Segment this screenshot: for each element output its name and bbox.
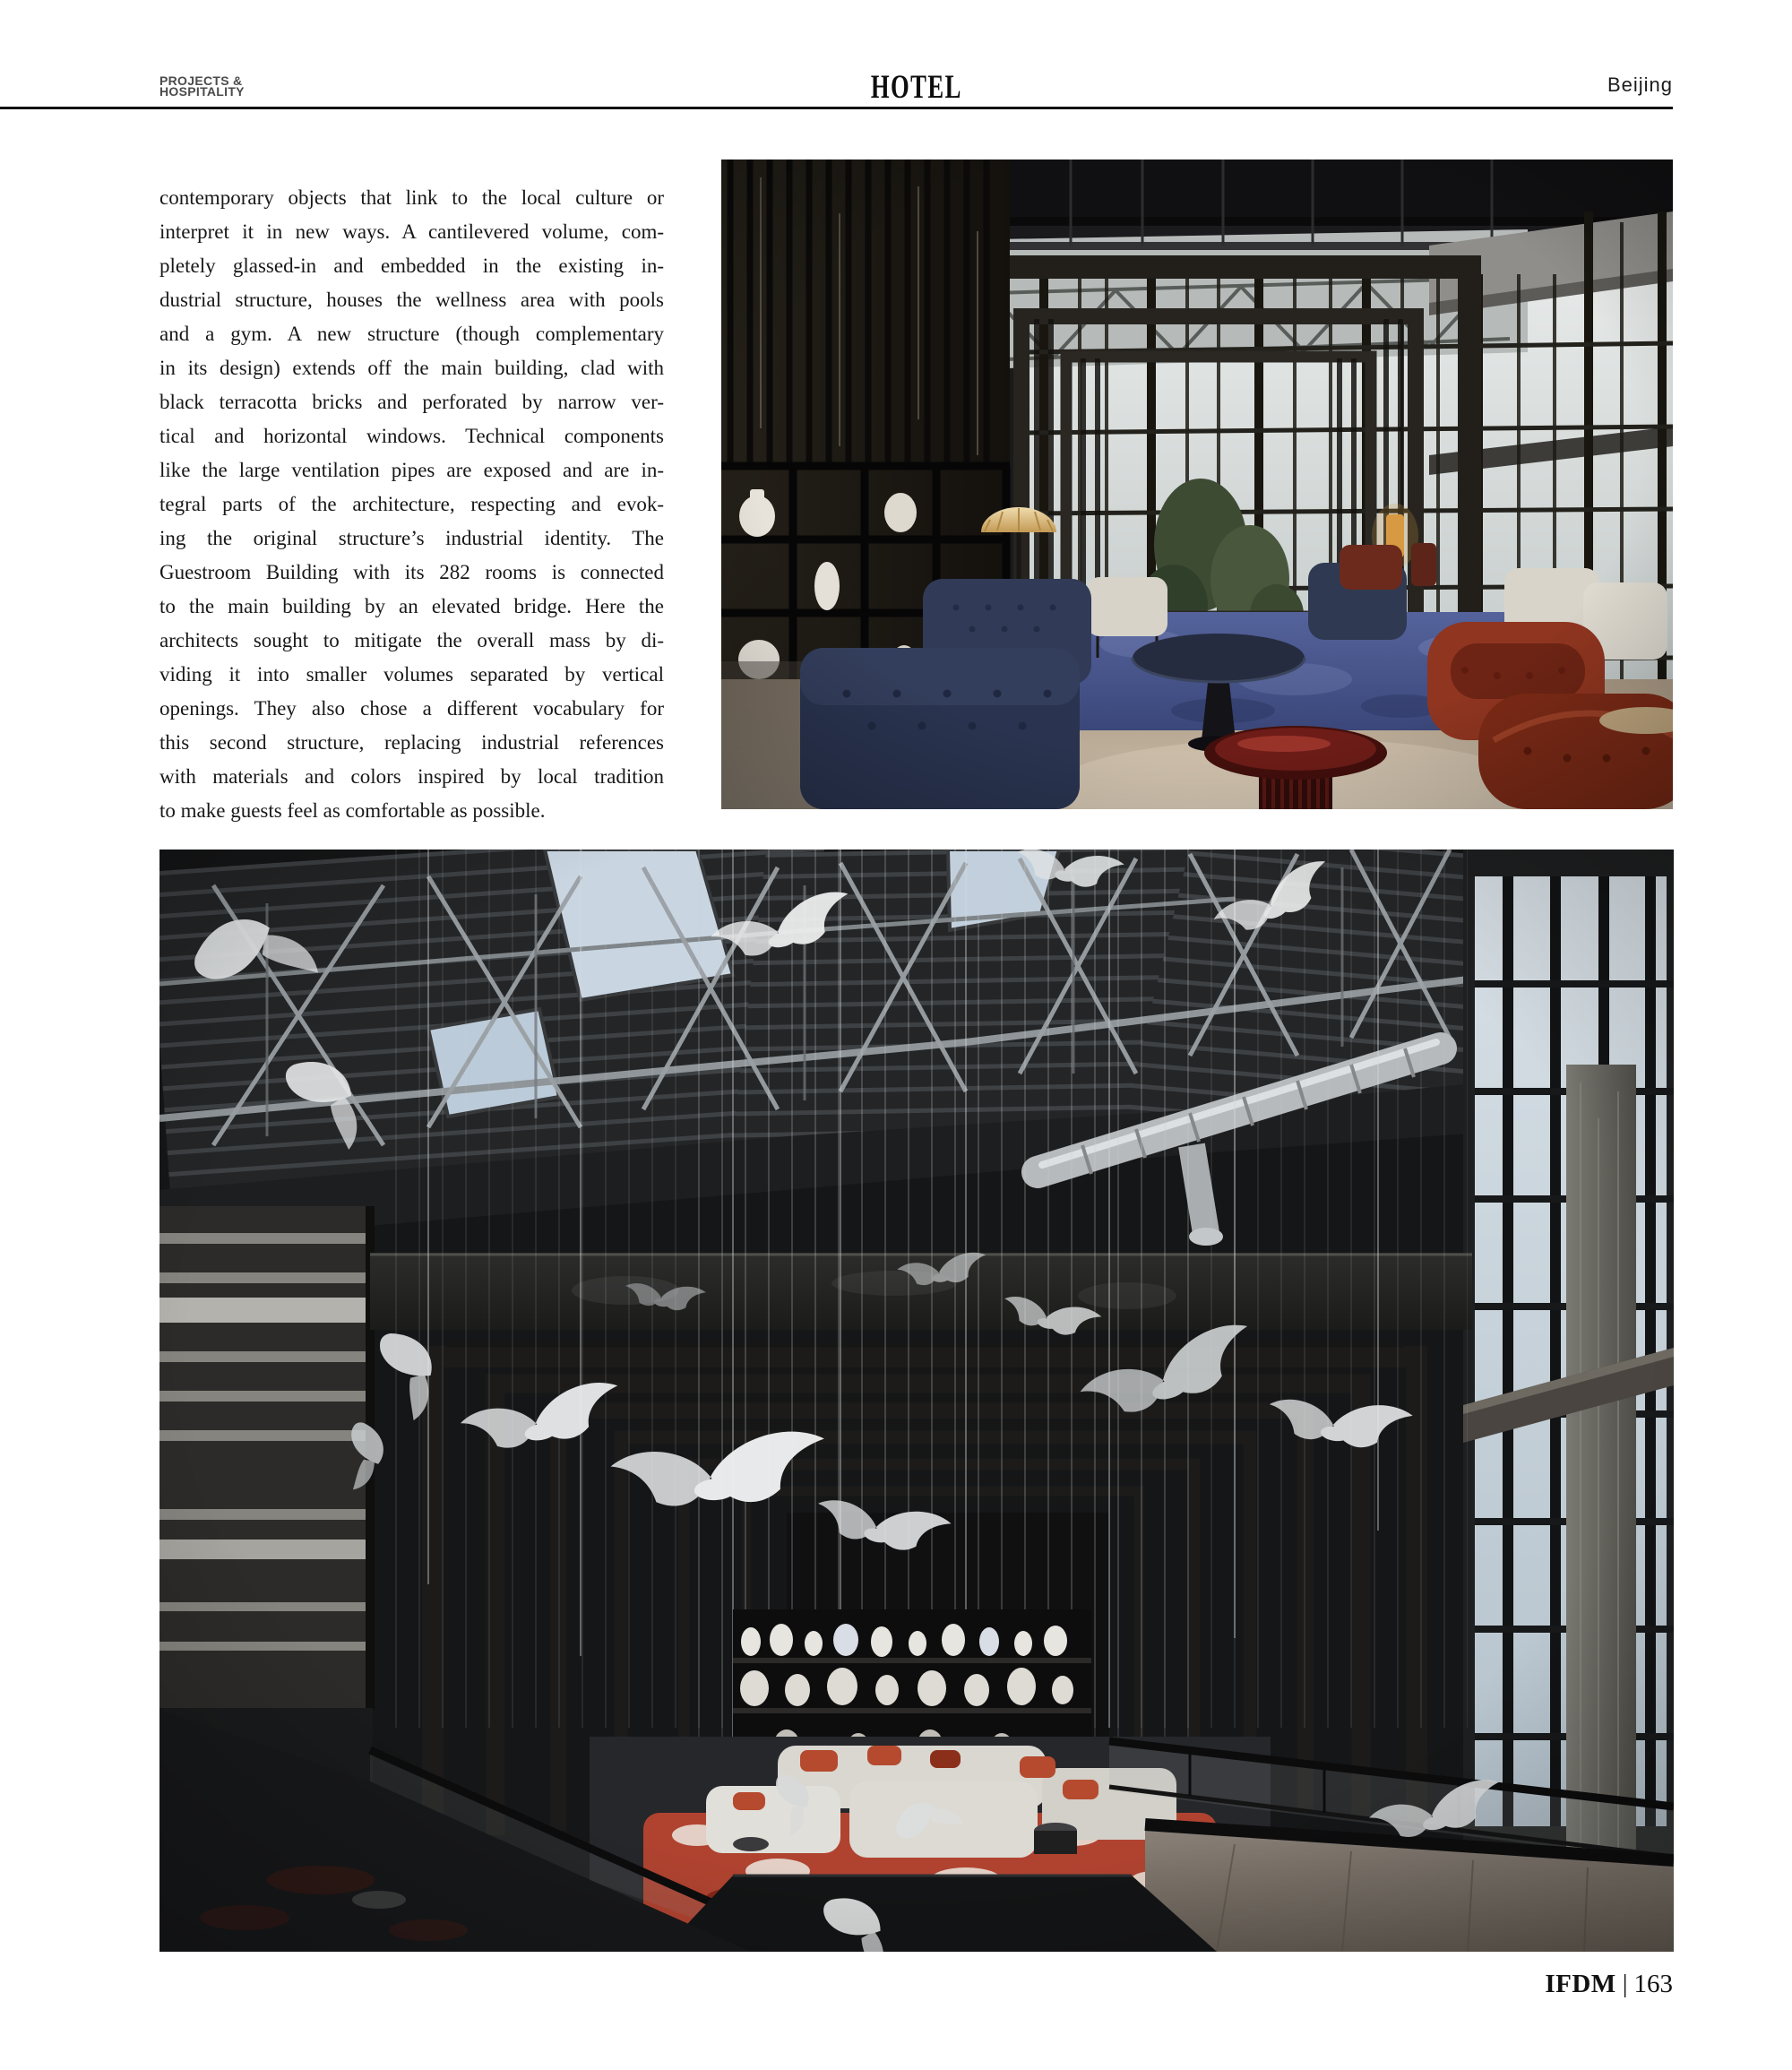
article-line: to make guests feel as comfortable as possible. xyxy=(159,799,546,822)
article-line: ing the original structure’s industrial identity. The xyxy=(159,527,664,549)
top-photo xyxy=(721,160,1673,809)
article-line: with materials and colors inspired by local tradition xyxy=(159,765,664,788)
folio-separator: | xyxy=(1622,1970,1628,1998)
page-number: 163 xyxy=(1633,1970,1673,1998)
article-line: this second structure, replacing industrial references xyxy=(159,731,664,754)
article-line: in its design) extends off the main building, clad with xyxy=(159,357,664,379)
article-line: to the main building by an elevated bridge. Here the xyxy=(159,595,664,617)
article-line: architects sought to mitigate the overall mass by di- xyxy=(159,629,664,651)
article-line: and a gym. A new structure (though complementary xyxy=(159,323,664,345)
location-label: Beijing xyxy=(1607,73,1673,96)
article-line: Guestroom Building with its 282 rooms is connected xyxy=(159,561,664,583)
article-line: like the large ventilation pipes are exposed and are in- xyxy=(159,459,664,481)
magazine-name: IFDM xyxy=(1545,1970,1616,1998)
article-line: tical and horizontal windows. Technical components xyxy=(159,425,664,447)
article-line: openings. They also chose a different vocabulary for xyxy=(159,697,664,720)
article-line: pletely glassed-in and embedded in the existing in- xyxy=(159,254,664,277)
article-body xyxy=(159,181,664,828)
eyebrow-line-1: PROJECTS & xyxy=(159,73,243,88)
article-line: contemporary objects that link to the local culture or xyxy=(159,186,664,209)
header-rule xyxy=(0,107,1673,109)
bottom-photo xyxy=(159,850,1674,1952)
article-line: interpret it in new ways. A cantilevered volume, com- xyxy=(159,220,664,243)
section-title: HOTEL xyxy=(870,69,962,106)
page-folio xyxy=(159,1970,1673,1999)
article-line: tegral parts of the architecture, respecting and evok- xyxy=(159,493,664,515)
article-line: dustrial structure, houses the wellness area with pools xyxy=(159,289,664,311)
eyebrow-line-2: HOSPITALITY xyxy=(159,83,245,99)
article-line: black terracotta bricks and perforated by narrow ver- xyxy=(159,391,664,413)
article-line: viding it into smaller volumes separated by vertical xyxy=(159,663,664,686)
